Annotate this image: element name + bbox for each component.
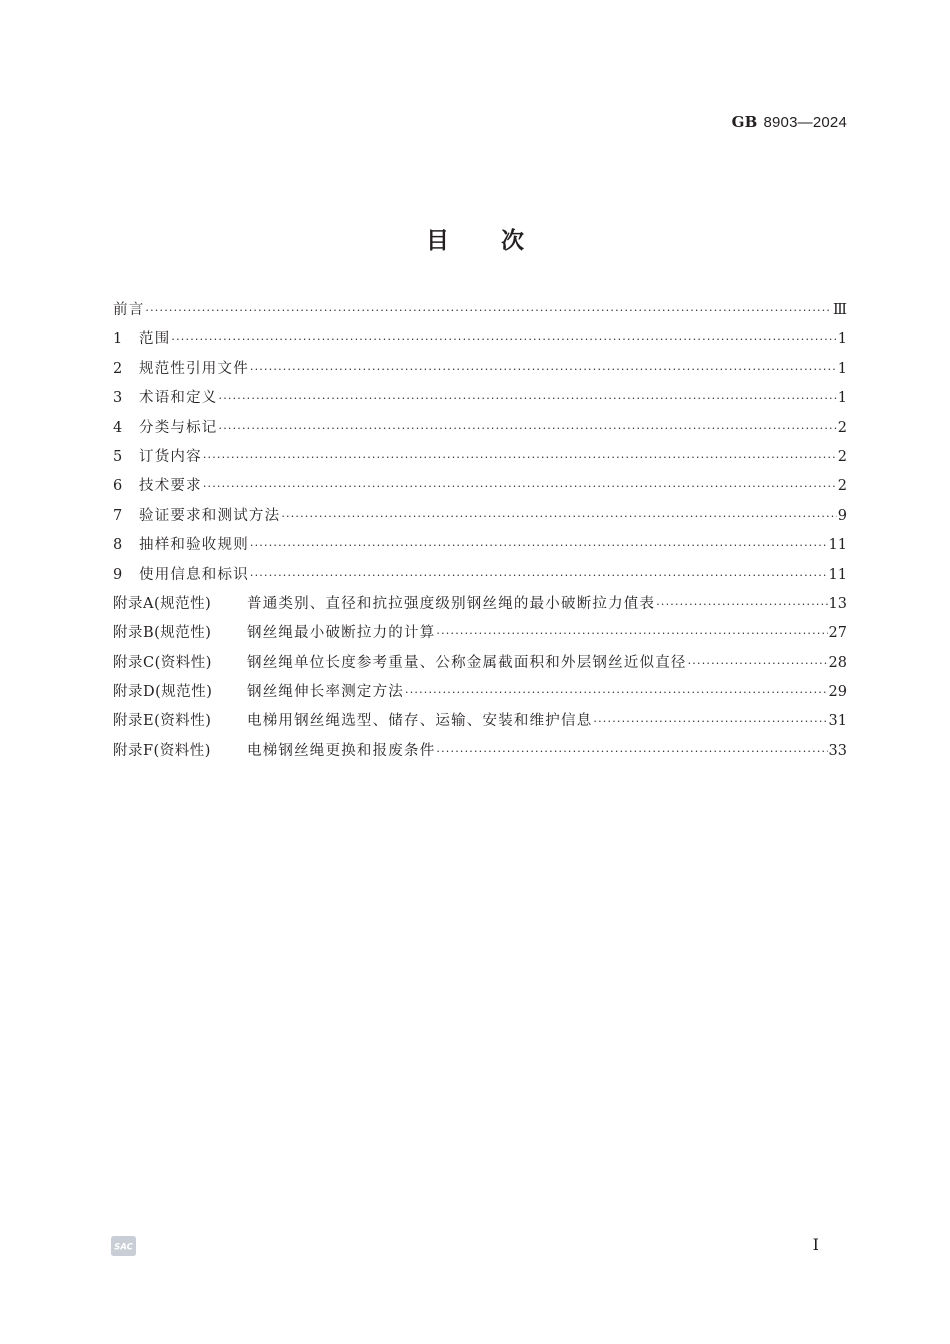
toc-leader-dots bbox=[688, 649, 828, 678]
toc-leader-dots bbox=[593, 707, 827, 736]
toc-entry-annex-label: 附录B(规范性) bbox=[113, 625, 212, 642]
toc-leader-dots bbox=[436, 619, 827, 648]
toc-leader-dots bbox=[281, 502, 836, 531]
toc-leader-dots bbox=[145, 296, 832, 325]
toc-entry-number: 4 bbox=[113, 419, 123, 436]
toc-entry-page: 1 bbox=[837, 390, 847, 407]
toc-entry-page: 1 bbox=[837, 331, 847, 348]
toc-entry-title: 电梯用钢丝绳选型、储存、运输、安装和维护信息 bbox=[247, 713, 593, 730]
toc-entry-number: 1 bbox=[113, 331, 123, 348]
toc-entry-title: 抽样和验收规则 bbox=[139, 537, 249, 554]
toc-entry[interactable] bbox=[113, 649, 847, 678]
toc-entry-title: 验证要求和测试方法 bbox=[139, 507, 281, 524]
toc-leader-dots bbox=[219, 414, 837, 443]
toc-entry[interactable] bbox=[113, 296, 847, 325]
toc-entry[interactable] bbox=[113, 472, 847, 501]
toc-entry-page: 2 bbox=[837, 448, 847, 465]
toc-entry-title: 钢丝绳单位长度参考重量、公称金属截面积和外层钢丝近似直径 bbox=[247, 654, 687, 671]
toc-entry-page: 2 bbox=[837, 478, 847, 495]
standard-number bbox=[732, 113, 847, 131]
toc-entry-number: 5 bbox=[113, 448, 123, 465]
toc-entry-annex-label: 附录F(资料性) bbox=[113, 742, 211, 759]
toc-entry-page: 9 bbox=[837, 507, 847, 524]
toc-leader-dots bbox=[656, 590, 827, 619]
toc-entry-number: 9 bbox=[113, 566, 123, 583]
toc-entry-annex-label: 附录E(资料性) bbox=[113, 713, 212, 730]
toc-entry-page: 2 bbox=[837, 419, 847, 436]
toc-leader-dots bbox=[203, 443, 837, 472]
toc-entry-title: 电梯钢丝绳更换和报废条件 bbox=[247, 742, 436, 759]
toc-leader-dots bbox=[436, 737, 827, 766]
toc-entry-annex-label: 附录C(资料性) bbox=[113, 654, 212, 671]
toc-entry-number: 6 bbox=[113, 478, 123, 495]
toc-entry-title: 前言 bbox=[113, 302, 145, 318]
toc-entry-number: 3 bbox=[113, 390, 123, 407]
toc-entry-title: 钢丝绳最小破断拉力的计算 bbox=[247, 625, 436, 642]
toc-entry-page: Ⅲ bbox=[833, 302, 847, 318]
toc-entry-title: 术语和定义 bbox=[139, 390, 218, 407]
page-number: Ⅰ bbox=[812, 1235, 819, 1254]
toc-entry-title: 钢丝绳伸长率测定方法 bbox=[247, 684, 404, 701]
toc-entry[interactable] bbox=[113, 531, 847, 560]
toc-entry[interactable] bbox=[113, 384, 847, 413]
toc-entry[interactable] bbox=[113, 502, 847, 531]
toc-entry-number: 2 bbox=[113, 360, 123, 377]
toc-entry-title: 技术要求 bbox=[139, 478, 202, 495]
toc-entry[interactable] bbox=[113, 619, 847, 648]
toc-entry-title: 订货内容 bbox=[139, 448, 202, 465]
toc-entry[interactable] bbox=[113, 707, 847, 736]
sac-logo-text: SAC bbox=[114, 1242, 133, 1253]
toc-leader-dots bbox=[250, 561, 828, 590]
toc-entry-page: 13 bbox=[828, 595, 847, 612]
toc-entry-annex-label: 附录A(规范性) bbox=[113, 595, 212, 612]
toc-entry-page: 1 bbox=[837, 360, 847, 377]
toc-entry-page: 27 bbox=[828, 625, 847, 642]
page-title: 目次 bbox=[426, 228, 576, 254]
toc-entry-page: 31 bbox=[828, 713, 847, 730]
toc-leader-dots bbox=[405, 678, 828, 707]
toc-entry[interactable] bbox=[113, 355, 847, 384]
standard-code: 8903—2024 bbox=[763, 114, 847, 131]
toc-entry-page: 29 bbox=[828, 684, 847, 701]
toc-entry-number: 7 bbox=[113, 507, 123, 524]
toc-entry[interactable] bbox=[113, 590, 847, 619]
toc-entry-title: 规范性引用文件 bbox=[139, 360, 249, 377]
toc-entry-title: 范围 bbox=[139, 331, 171, 348]
toc-entry-title: 普通类别、直径和抗拉强度级别钢丝绳的最小破断拉力值表 bbox=[247, 595, 656, 612]
standard-prefix: GB bbox=[731, 113, 758, 131]
toc-entry-number: 8 bbox=[113, 537, 123, 554]
toc-entry-title: 分类与标记 bbox=[139, 419, 218, 436]
toc-entry-page: 28 bbox=[828, 654, 847, 671]
toc-entry-page: 33 bbox=[828, 742, 847, 759]
toc-entry[interactable] bbox=[113, 325, 847, 354]
toc-entry-page: 11 bbox=[828, 566, 847, 583]
toc-entry-annex-label: 附录D(规范性) bbox=[113, 684, 213, 701]
toc-leader-dots bbox=[171, 325, 836, 354]
toc-entry[interactable] bbox=[113, 678, 847, 707]
sac-logo-icon bbox=[110, 1234, 137, 1258]
toc-entry-page: 11 bbox=[828, 537, 847, 554]
toc-entry-title: 使用信息和标识 bbox=[139, 566, 249, 583]
toc-leader-dots bbox=[250, 531, 828, 560]
table-of-contents bbox=[113, 296, 847, 766]
toc-leader-dots bbox=[203, 472, 837, 501]
toc-entry[interactable] bbox=[113, 443, 847, 472]
toc-leader-dots bbox=[219, 384, 837, 413]
toc-leader-dots bbox=[250, 355, 837, 384]
toc-entry[interactable] bbox=[113, 414, 847, 443]
toc-entry[interactable] bbox=[113, 561, 847, 590]
toc-entry[interactable] bbox=[113, 737, 847, 766]
